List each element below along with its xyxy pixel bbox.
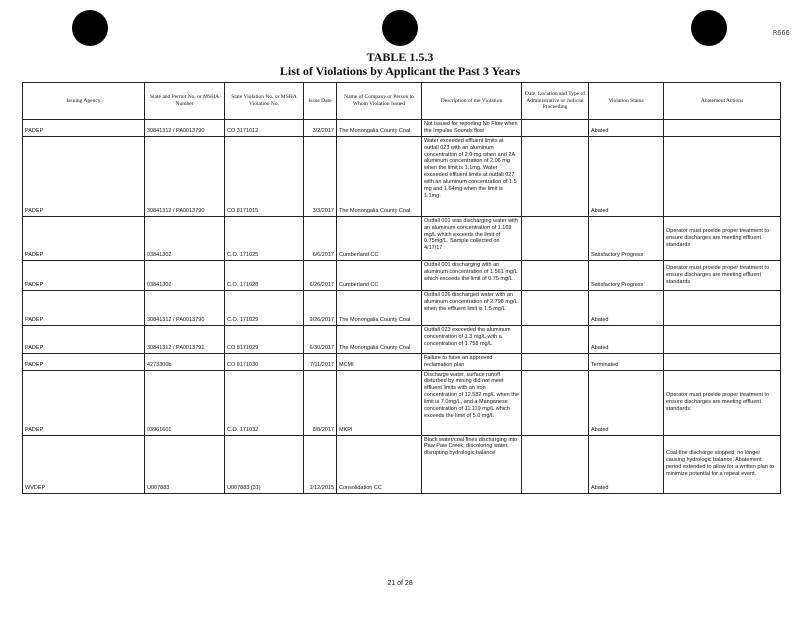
col-proceeding: Date, Location and Type of Administrative or Judicial Proceeding: [522, 83, 589, 120]
cell-description: Failure to have an approved reclamation plan: [422, 353, 522, 370]
cell-company: Cumberland CC: [337, 216, 422, 260]
cell-date: 6/6/2017: [304, 216, 337, 260]
cell-status: Terminated: [589, 353, 664, 370]
cell-status: Abated: [589, 325, 664, 353]
cell-description: Not issued for reporting No Flow when the Impulse Sounds flow: [422, 120, 522, 137]
col-permit-number: State and Permit No. or MSHA Number: [145, 83, 225, 120]
cell-violation: CO 3171012: [225, 120, 304, 137]
table-row: [23, 325, 781, 353]
col-abatement-actions: Abatement Actions: [664, 83, 781, 120]
table-row: [23, 260, 781, 290]
page-number: 21 of 28: [387, 580, 413, 587]
cell-permit: U007883: [145, 435, 225, 493]
cell-violation: C.O. 171028: [225, 260, 304, 290]
cell-permit: 30841312 / PA0013790: [145, 136, 225, 216]
cell-agency: PADEP: [23, 260, 145, 290]
cell-proceeding: [522, 435, 589, 493]
table-row: [23, 290, 781, 325]
cell-abatement: Coal fine discharge stopped; no longer causing hydrologic balance. Abatement period extended to allow for a written plan to minimize potential for a repeat event.: [664, 435, 781, 493]
cell-status: Abated: [589, 435, 664, 493]
cell-agency: PADEP: [23, 290, 145, 325]
cell-permit: 30841312 / PA0013790: [145, 290, 225, 325]
cell-permit: 4273300b: [145, 353, 225, 370]
cell-permit: 03841302: [145, 216, 225, 260]
cell-company: The Monongalia County Coal: [337, 325, 422, 353]
cell-company: Consolidation CC: [337, 435, 422, 493]
cell-abatement: Operator must provide proper treatment to ensure discharges are meeting effluent standards: [664, 260, 781, 290]
cell-proceeding: [522, 216, 589, 260]
cell-description: Outfall 001 discharging with an aluminum concentration of 1.561 mg/L which exceeds the limit of 0.75 mg/L: [422, 260, 522, 290]
binder-hole-left: [72, 10, 108, 46]
cell-date: 9/26/2017: [304, 290, 337, 325]
table-row: [23, 136, 781, 216]
table-row: [23, 216, 781, 260]
cell-company: The Monongalia County Coal: [337, 290, 422, 325]
cell-proceeding: [522, 136, 589, 216]
cell-abatement: [664, 290, 781, 325]
cell-date: 3/3/2017: [304, 136, 337, 216]
cell-permit: 30841312 / PA0013791: [145, 325, 225, 353]
cell-status: Abated: [589, 370, 664, 435]
cell-date: 6/30/2017: [304, 325, 337, 353]
cell-company: The Monongalia County Coal: [337, 136, 422, 216]
cell-description: Outfall 001 was discharging water with an aluminum concentration of 1.169 mg/L which exceeds the limit of 0.75mg/L. Sample collected on 4/17/17: [422, 216, 522, 260]
cell-description: Water exceeded effluent limits at outfall 023 with an aluminum concentration of 2.0 mg when and 2A aluminum concentration of 2.06 mg when the limit is 1.1mg. Water exceeded effluent limits at outfall 027 with an aluminum concentration of 1.5 mg and 1.64mg when the limit is 1.1mg.: [422, 136, 522, 216]
cell-company: The Monongalia County Coal: [337, 120, 422, 137]
cell-date: 6/26/2017: [304, 260, 337, 290]
cell-date: 1/12/2015: [304, 435, 337, 493]
col-violation-status: Violation Status: [589, 83, 664, 120]
col-violation-number: State Violation No. or MSHA Violation No.: [225, 83, 304, 120]
table-row: [23, 353, 781, 370]
violations-table: [22, 82, 781, 494]
cell-proceeding: [522, 325, 589, 353]
cell-agency: PADEP: [23, 353, 145, 370]
table-row: [23, 120, 781, 137]
cell-agency: PADEP: [23, 370, 145, 435]
cell-description: Outfall 026 discharged water with an aluminum concentration of 2.798 mg/L when the effluent limit is 1.5 mg/L: [422, 290, 522, 325]
binder-hole-center: [382, 10, 418, 46]
cell-date: 3/2/2017: [304, 120, 337, 137]
cell-status: Satisfactory Progress: [589, 260, 664, 290]
cell-agency: PADEP: [23, 136, 145, 216]
cell-violation: C.O. 171032: [225, 370, 304, 435]
cell-violation: CO 8171015: [225, 136, 304, 216]
cell-agency: PADEP: [23, 216, 145, 260]
cell-status: Abated: [589, 120, 664, 137]
cell-abatement: [664, 325, 781, 353]
cell-date: 7/11/2017: [304, 353, 337, 370]
col-issue-date: Issue Date: [304, 83, 337, 120]
cell-status: Satisfactory Progress: [589, 216, 664, 260]
cell-abatement: Operator must provide proper treatment to ensure discharges are meeting effluent standards: [664, 216, 781, 260]
cell-violation: CO 8171030: [225, 353, 304, 370]
cell-abatement: Operator must provide proper treatment to ensure discharges are meeting effluent standards.: [664, 370, 781, 435]
cell-violation: CO 8171029: [225, 325, 304, 353]
cell-violation: U007883 (31): [225, 435, 304, 493]
cell-description: Black water/coal fines discharging into Paw Paw Creek; discoloring water, disrupting hydrologic balance: [422, 435, 522, 493]
cell-abatement: [664, 136, 781, 216]
page-stamp: R666: [773, 29, 790, 37]
cell-description: Outfall 023 exceeded the aluminum concentration of 1.3 mg/L with a concentration of 1.758 mg/L: [422, 325, 522, 353]
table-row: [23, 435, 781, 493]
cell-proceeding: [522, 260, 589, 290]
cell-proceeding: [522, 353, 589, 370]
table-title: TABLE 1.5.3: [366, 50, 434, 64]
cell-agency: PADEP: [23, 120, 145, 137]
table-subtitle: List of Violations by Applicant the Past 3 Years: [279, 64, 521, 78]
cell-permit: 03961601: [145, 370, 225, 435]
cell-permit: 03841302: [145, 260, 225, 290]
col-company-name: Name of Company or Person to Whom Violation Issued: [337, 83, 422, 120]
cell-violation: C.O. 171029: [225, 290, 304, 325]
cell-permit: 30841312 / PA0013790: [145, 120, 225, 137]
cell-status: Abated: [589, 290, 664, 325]
cell-proceeding: [522, 370, 589, 435]
cell-company: MKPI: [337, 370, 422, 435]
cell-description: Discharge water, surface runoff disturbed by mining did not meet effluent limits with an iron concentration of 12.582 mg/L when the limit is 7.0mg/L, and a Manganese concentration of 11.119 mg/L which exceeds the limit of 5.0 mg/L: [422, 370, 522, 435]
binder-hole-right: [691, 10, 727, 46]
cell-abatement: [664, 353, 781, 370]
cell-status: Abated: [589, 136, 664, 216]
col-description: Description of the Violation: [422, 83, 522, 120]
cell-agency: PADEP: [23, 325, 145, 353]
cell-violation: C.O. 171025: [225, 216, 304, 260]
table-row: [23, 370, 781, 435]
col-issuing-agency: Issuing Agency: [23, 83, 145, 120]
table-header-row: [23, 83, 781, 120]
cell-proceeding: [522, 290, 589, 325]
cell-date: 8/8/2017: [304, 370, 337, 435]
cell-company: Cumberland CC: [337, 260, 422, 290]
cell-abatement: [664, 120, 781, 137]
cell-company: MCMI: [337, 353, 422, 370]
cell-proceeding: [522, 120, 589, 137]
cell-agency: WVDEP: [23, 435, 145, 493]
